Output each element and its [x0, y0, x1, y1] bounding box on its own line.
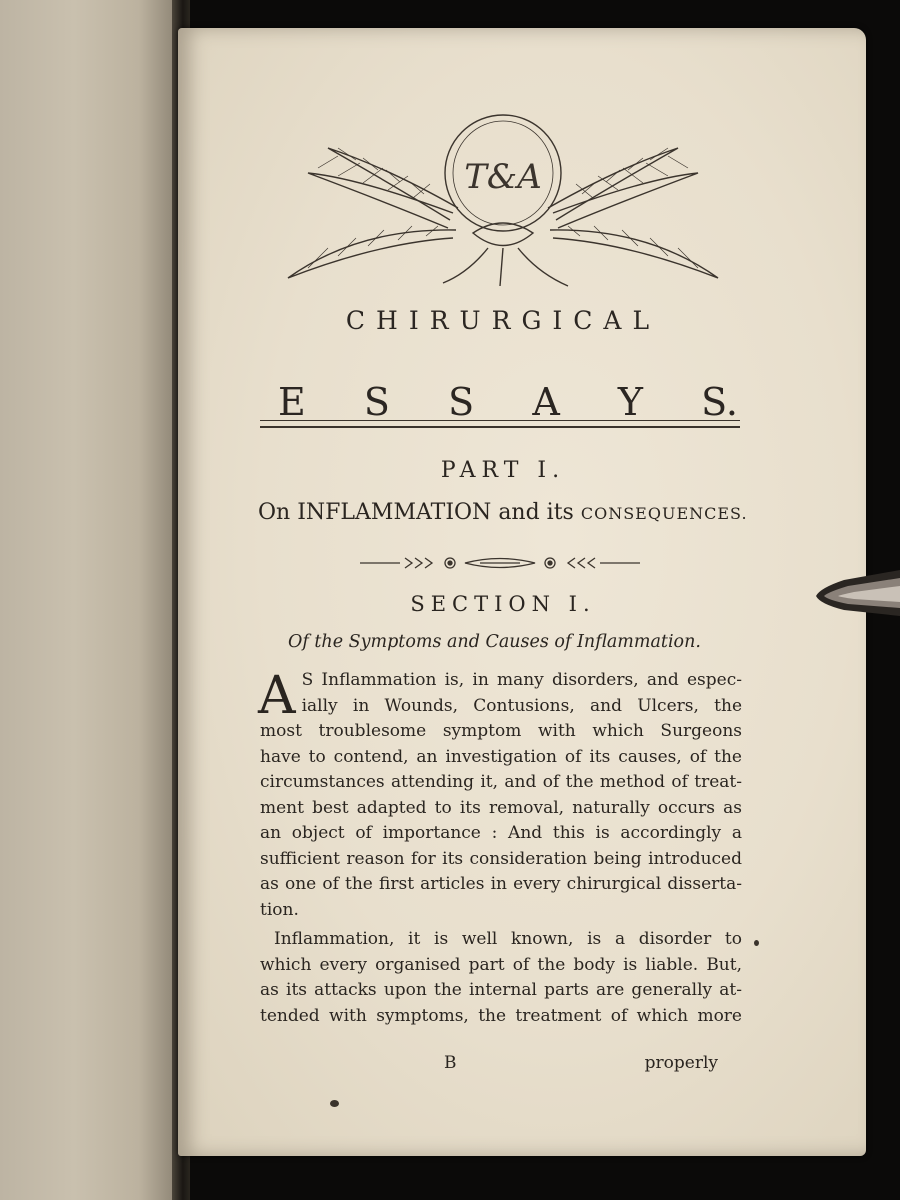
paragraph-1 [260, 668, 742, 923]
title-letter: E [278, 380, 306, 424]
title-line-2 [278, 380, 738, 424]
subtitle-mid: and its [498, 500, 574, 525]
ink-speck [754, 940, 759, 946]
part-subtitle [258, 500, 778, 525]
title-letter: Y [617, 380, 644, 424]
title-line-1: CHIRURGICAL [345, 306, 661, 335]
text-line: as its attacks upon the internal parts are generally at- [260, 980, 742, 1000]
text-line: an object of importance : And this is accordingly a [260, 823, 742, 843]
section-subtitle: Of the Symptoms and Causes of Inflammation. [288, 632, 701, 652]
drop-cap: A [258, 666, 296, 726]
ink-speck [330, 1100, 339, 1107]
text-line: S Inflammation is, in many disorders, and espec- [301, 670, 742, 690]
text-line: which every organised part of the body is liable. But, [260, 954, 742, 975]
title-letter: A [532, 380, 560, 424]
wreath-ornament [278, 108, 728, 288]
part-heading: PART I. [440, 458, 566, 483]
title-letter: S [363, 380, 390, 424]
text-line: have to contend, an investigation of its causes, of the [260, 746, 742, 767]
subtitle-prefix: On [258, 500, 291, 525]
facing-page [0, 0, 185, 1200]
body-text [260, 668, 742, 1029]
flourish-divider [360, 554, 640, 572]
catchword: properly [644, 1053, 718, 1073]
text-line: as one of the first articles in every chirurgical disserta- [260, 874, 742, 894]
text-line: ially in Wounds, Contusions, and Ulcers, the [301, 695, 742, 716]
text-line: ment best adapted to its removal, naturally occurs as [260, 797, 742, 818]
title-rule-thick [260, 426, 740, 428]
section-heading: SECTION I. [410, 592, 596, 616]
subtitle-end: CONSEQUENCES. [580, 504, 748, 523]
text-line: sufficient reason for its consideration being introduced [260, 848, 742, 869]
paragraph-2 [260, 927, 742, 1029]
text-line: Inflammation, it is well known, is a disorder to [274, 929, 742, 949]
page-footer [258, 1053, 718, 1079]
title-letter: S. [701, 380, 738, 424]
subtitle-main: INFLAMMATION [297, 500, 492, 525]
title-letter: S [448, 380, 475, 424]
text-line: circumstances attending it, and of the method of treat- [260, 772, 742, 792]
text-line: most troublesome symptom with which Surgeons [260, 721, 742, 741]
text-line: tended with symptoms, the treatment of which more [260, 1005, 742, 1026]
metal-bookmark [814, 566, 900, 618]
text-line: tion. [260, 899, 299, 920]
signature-mark: B [444, 1053, 457, 1073]
monogram-text: T&A [464, 157, 542, 197]
book-page [178, 28, 866, 1156]
title-rule-thin [260, 420, 740, 421]
